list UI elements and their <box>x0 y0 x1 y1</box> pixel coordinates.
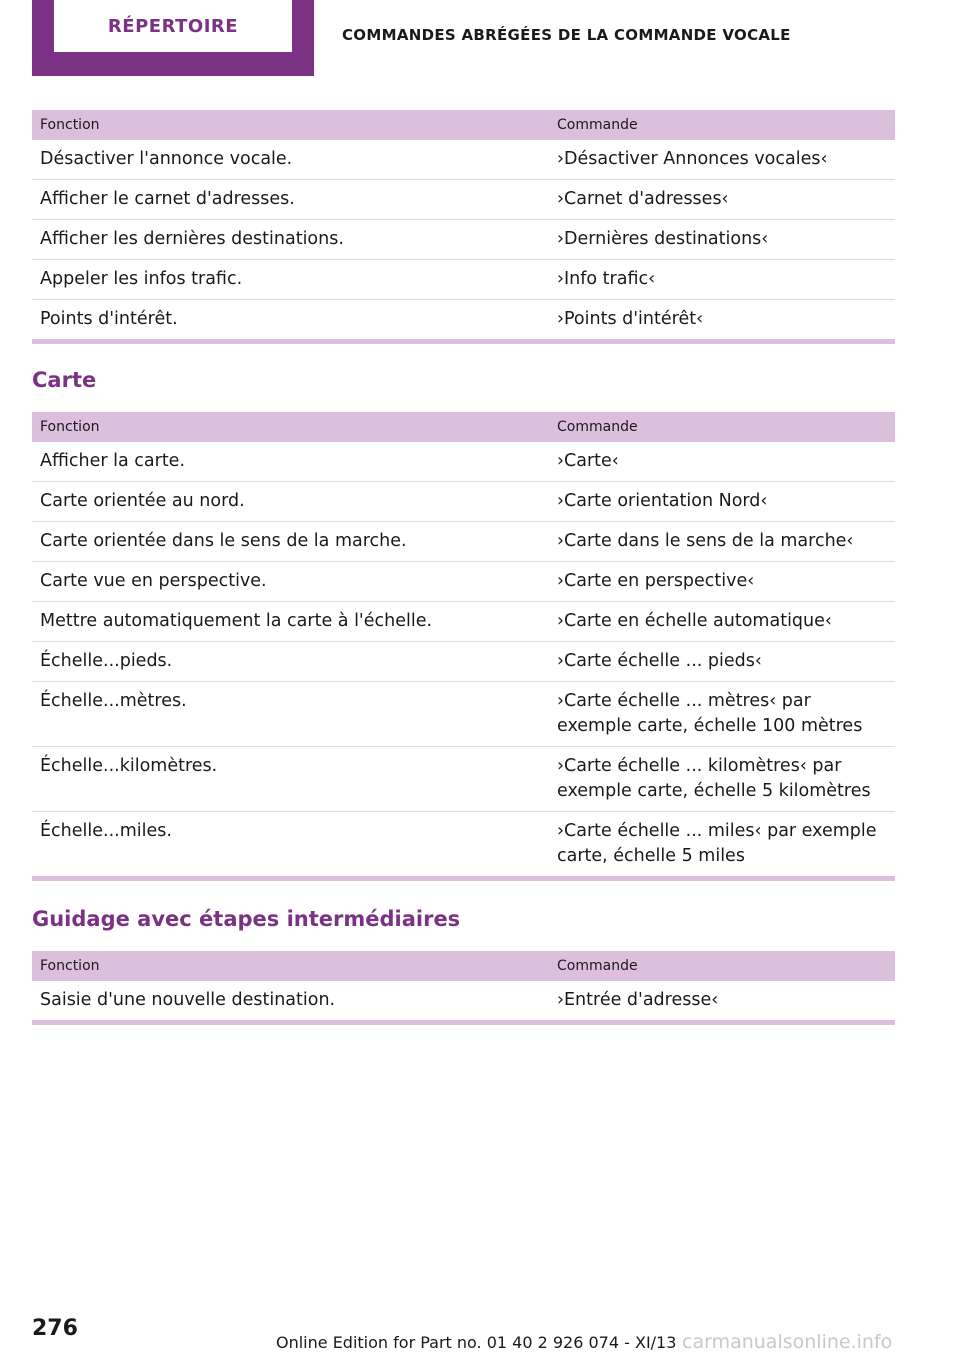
table-row <box>32 812 895 877</box>
table-header-row <box>32 412 895 442</box>
function-cell: Mettre automatiquement la carte à l'échelle. <box>32 602 549 642</box>
table-row <box>32 442 895 482</box>
page-header-title: COMMANDES ABRÉGÉES DE LA COMMANDE VOCALE <box>342 26 791 44</box>
column-header-function: Fonction <box>32 412 549 442</box>
table-end-rule <box>32 1020 895 1025</box>
function-cell: Saisie d'une nouvelle destination. <box>40 990 336 1010</box>
function-cell: Carte orientée dans le sens de la marche. <box>32 522 549 562</box>
command-cell: ›Dernières destinations‹ <box>549 220 895 260</box>
function-cell: Points d'intérêt. <box>40 309 178 329</box>
table-row <box>32 260 895 300</box>
section-heading-guidage: Guidage avec étapes intermédiaires <box>32 907 461 931</box>
column-header-command: Commande <box>549 951 895 981</box>
column-header-command: Commande <box>549 110 895 140</box>
command-cell: ›Carte‹ <box>549 442 895 482</box>
command-cell: ›Carte en perspective‹ <box>549 562 895 602</box>
column-header-function: Fonction <box>32 110 549 140</box>
table-row <box>32 602 895 642</box>
table-header-row <box>32 110 895 140</box>
column-header-function: Fonction <box>32 951 549 981</box>
table-row <box>32 220 895 260</box>
section-heading-carte: Carte <box>32 368 97 392</box>
table-row <box>32 981 895 1020</box>
function-cell: Afficher les dernières destinations. <box>32 220 549 260</box>
table-row <box>32 682 895 747</box>
table-end-rule <box>32 876 895 881</box>
watermark: carmanualsonline.info <box>682 1331 893 1353</box>
function-cell: Afficher la carte. <box>32 442 549 482</box>
function-cell: Afficher le carnet d'adresses. <box>32 180 549 220</box>
function-cell: Échelle...pieds. <box>32 642 549 682</box>
edition-footer: Online Edition for Part no. 01 40 2 926 074 - XI/13 <box>276 1333 677 1352</box>
page-number: 276 <box>32 1316 78 1341</box>
command-cell: ›Carte échelle ... pieds‹ <box>549 642 895 682</box>
page-content <box>32 110 895 1025</box>
table-row <box>32 482 895 522</box>
table-end-rule <box>32 339 895 344</box>
table-row <box>32 180 895 220</box>
column-header-command: Commande <box>549 412 895 442</box>
command-cell: ›Carte échelle ... miles‹ par exemple carte, échelle 5 miles <box>557 821 877 866</box>
table-row <box>32 747 895 812</box>
table-header-row <box>32 951 895 981</box>
chapter-tab-label: RÉPERTOIRE <box>54 0 292 52</box>
table-general-commands <box>32 110 895 339</box>
function-cell: Appeler les infos trafic. <box>32 260 549 300</box>
command-cell: ›Info trafic‹ <box>549 260 895 300</box>
command-cell: ›Carte orientation Nord‹ <box>549 482 895 522</box>
function-cell: Carte orientée au nord. <box>32 482 549 522</box>
chapter-tab[interactable] <box>32 0 314 76</box>
table-row <box>32 642 895 682</box>
command-cell: ›Carte en échelle automatique‹ <box>549 602 895 642</box>
table-row <box>32 300 895 340</box>
function-cell: Échelle...mètres. <box>32 682 549 747</box>
function-cell: Échelle...miles. <box>40 821 172 841</box>
table-row <box>32 562 895 602</box>
table-carte-commands <box>32 412 895 876</box>
function-cell: Échelle...kilomètres. <box>32 747 549 812</box>
command-cell: ›Carnet d'adresses‹ <box>549 180 895 220</box>
command-cell: ›Carte échelle ... mètres‹ par exemple carte, échelle 100 mètres <box>549 682 895 747</box>
command-cell: ›Entrée d'adresse‹ <box>557 990 719 1010</box>
function-cell: Carte vue en perspective. <box>32 562 549 602</box>
command-cell: ›Carte échelle ... kilomètres‹ par exemple carte, échelle 5 kilomètres <box>549 747 895 812</box>
command-cell: ›Points d'intérêt‹ <box>557 309 704 329</box>
table-row <box>32 522 895 562</box>
function-cell: Désactiver l'annonce vocale. <box>32 140 549 180</box>
command-cell: ›Carte dans le sens de la marche‹ <box>549 522 895 562</box>
table-row <box>32 140 895 180</box>
table-guidage-commands <box>32 951 895 1020</box>
command-cell: ›Désactiver Annonces vocales‹ <box>549 140 895 180</box>
